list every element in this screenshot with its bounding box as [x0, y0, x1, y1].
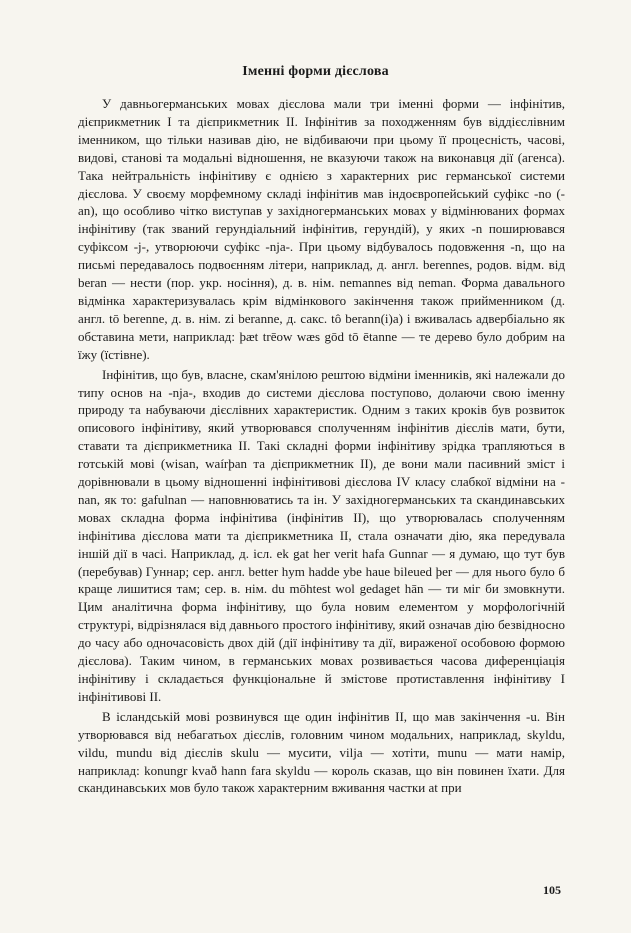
- section-heading: Іменні форми дієслова: [242, 64, 389, 79]
- body-text: [78, 95, 565, 797]
- paragraph-2: Інфінітив, що був, власне, скам'янілою рештою відміни іменників, які належали до типу основ на -nja-, входив до системи дієслова поступово, долаючи свою іменну природу та набуваючи дієслівних характеристик. Одним з таких кроків був розвиток описового інфінітиву, який утворювався сполученням інфінітив дієслів мати, бути, ставати та дієприкметника II. Такі складні форми інфінітиву зрідка трапляються в готській мові (wisan, waírþan та дієприкметник II), де вони мали пасивний зміст і дорівнювали в цьому відношенні інфінітивові дієслова IV класу слабкої відміни на -nan, як то: gafulnan — наповнюватись та ін. У західногерманських та скандинавських мовах складна форма інфінітива (інфінітив II), що утворювалась сполученням інфінітива дієслова мати та дієприкметника II, стала означати дію, яка передувала іншій дії в часі. Наприклад, д. ісл. ek gat her verit hafa Gunnar — я думаю, що тут був (перебував) Гуннар; сер. англ. better hym hadde ybe haue bileued þer — для нього було б краще лишитися там; сер. в. нім. du mōhtest wol gedaget hān — ти міг би змовкнути. Цим аналітична форма інфінітиву, що була новим елементом у морфологічній структурі, відрізнялася від давнього простого інфінітиву, який означав дію безвідносно до часу або одночасовість двох дій (дії інфінітиву та дії, вираженої особовою формою дієслова). Таким чином, в германських мовах розвивається часова диференціація інфінітиву і складається функціональне й змістове протиставлення інфінітиву I інфінітивові II.: [78, 366, 565, 704]
- paragraph-1: У давньогерманських мовах дієслова мали три іменні форми — інфінітив, дієприкметник I та дієприкметник II. Інфінітив за походженням був віддієслівним іменником, що тільки називав дію, не відбиваючи при цьому її процесність, часові, видові, станові та модальні відношення, не вказуючи також на виконавця дії (агенса). Така нейтральність інфінітиву є однією з характерних рис германської системи дієслова. У своєму морфемному складі інфінітив мав індоєвропейський суфікс -no (-an), що особливо чітко виступав у західногерманських мовах у відмінюваних формах інфінітиву (так званий герундіальний інфінітив, герундій), у яких -n поширювався суфіксом -j-, утворюючи суфікс -nja-. При цьому відбувалось подовження -n, що на письмі передавалось подвоєнням літери, наприклад, д. англ. berennes, родов. відм. від beran — нести (пор. укр. носіння), д. в. нім. nemannes від neman. Форма давального відмінка характеризувалась крім відмінкового закінчення також прийменником (д. англ. tō berenne, д. в. нім. zi beranne, д. сакс. tô berann(i)a) і вживалась адвербіально як обставина мети, наприклад: þæt trēow wæs gōd tō ētanne — те дерево було добрим на їжу (їстівне).: [78, 96, 565, 362]
- paragraph-3: В ісландській мові розвинувся ще один інфінітив II, що мав закінчення -u. Він утворювався від небагатьох дієслів, головним чином модальних, наприклад, skyldu, vildu, mundu від дієслів skulu — мусити, vilja — хотіти, munu — мати намір, наприклад: konungr kvað hann fara skyldu — король сказав, що він повинен їхати. Для скандинавських мов було також характерним вживання частки at при: [78, 708, 565, 796]
- page-number: 105: [543, 883, 561, 897]
